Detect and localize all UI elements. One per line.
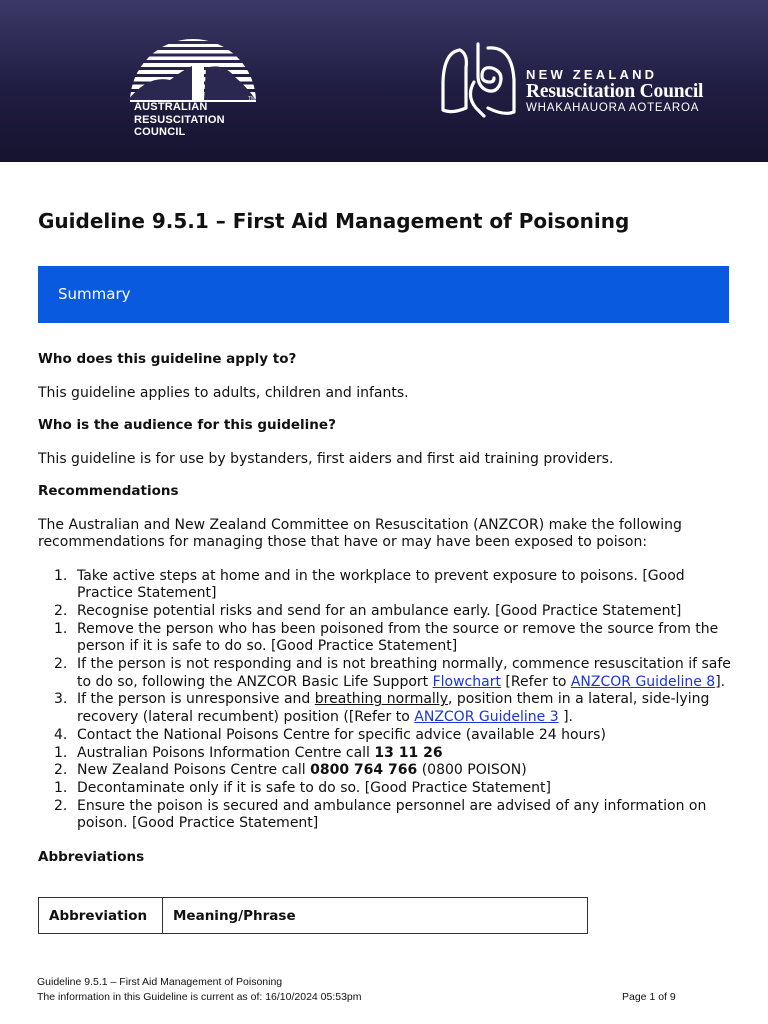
page-title: Guideline 9.5.1 – First Aid Management of Poisoning — [38, 209, 630, 233]
nzrc-lungs-icon — [440, 42, 518, 118]
list-item: 2. If the person is not responding and is not breathing normally, commence resuscitation if safe to do so, following the ANZCOR Basic Life Support Flowchart [Refer to ANZCOR Guideline 8]. — [54, 656, 731, 690]
guideline-content — [38, 351, 738, 867]
q1-heading: Who does this guideline apply to? — [38, 351, 297, 367]
arc-logo-line-3: COUNCIL — [134, 126, 186, 138]
nzrc-wordmark — [526, 68, 703, 115]
breathing-normally-term: breathing normally — [314, 691, 448, 708]
list-item: 1. Australian Poisons Information Centre call 13 11 26 — [54, 744, 443, 761]
arc-trademark: TM — [248, 96, 256, 102]
footer-currency-note: The information in this Guideline is current as of: 16/10/2024 05:53pm — [37, 991, 362, 1003]
footer-title: Guideline 9.5.1 – First Aid Management of Poisoning — [37, 976, 283, 988]
page-number: Page 1 of 9 — [622, 991, 676, 1003]
q2-text: This guideline is for use by bystanders, first aiders and first aid training providers. — [38, 450, 614, 467]
list-item: 4. Contact the National Poisons Centre for specific advice (available 24 hours) — [54, 726, 606, 743]
list-item: 1. Remove the person who has been poisoned from the source or remove the source from the person if it is safe to do so. [Good Practice Statement] — [54, 620, 719, 655]
abbreviations-table — [38, 897, 588, 934]
list-item: 2. Ensure the poison is secured and ambulance personnel are advised of any information on poison. [Good Practice Statement] — [54, 797, 707, 832]
arc-logo-line-1: AUSTRALIAN — [134, 101, 208, 113]
abbreviations-heading: Abbreviations — [38, 849, 145, 866]
list-item: 1. Decontaminate only if it is safe to do so. [Good Practice Statement] — [54, 779, 551, 796]
summary-label: Summary — [58, 285, 131, 303]
recommendations-intro: The Australian and New Zealand Committee on Resuscitation (ANZCOR) make the following recommendations for managing those that have or may have been exposed to poison: — [38, 516, 682, 550]
meaning-column-header: Meaning/Phrase — [163, 898, 588, 934]
nzrc-line-2: Resuscitation Council — [526, 81, 704, 102]
page-footer — [37, 975, 362, 1005]
arc-logo-wordmark — [134, 101, 225, 139]
recommendations-list — [38, 568, 738, 834]
anzcor-guideline-8-link[interactable]: ANZCOR Guideline 8 — [570, 673, 716, 690]
table-header-row — [39, 898, 588, 934]
list-item: 2. Recognise potential risks and send for an ambulance early. [Good Practice Statement] — [54, 602, 682, 619]
q2-heading: Who is the audience for this guideline? — [38, 417, 336, 433]
anzcor-guideline-3-link[interactable]: ANZCOR Guideline 3 — [414, 709, 559, 726]
list-item: 2. New Zealand Poisons Centre call 0800 764 766 (0800 POISON) — [54, 762, 527, 779]
arc-logo-line-2: RESUSCITATION — [134, 113, 225, 126]
nz-poisons-phone: 0800 764 766 — [310, 762, 418, 779]
recommendations-heading: Recommendations — [38, 483, 179, 499]
flowchart-link[interactable]: Flowchart — [432, 673, 501, 690]
q1-text: This guideline applies to adults, children and infants. — [38, 384, 409, 401]
nzrc-line-1: NEW ZEALAND — [526, 67, 658, 82]
summary-section-bar — [38, 266, 729, 323]
nzrc-line-3: WHAKAHAUORA AOTEAROA — [526, 102, 700, 114]
list-item: 3. If the person is unresponsive and breathing normally, position them in a lateral, side-lying recovery (lateral recumbent) position ([Refer to ANZCOR Guideline 3 ]. — [54, 691, 710, 726]
au-poisons-phone: 13 11 26 — [374, 744, 443, 761]
page-header-banner — [0, 0, 768, 162]
abbreviation-column-header: Abbreviation — [39, 898, 163, 934]
list-item: 1. Take active steps at home and in the workplace to prevent exposure to poisons. [Good Practice Statement] — [54, 567, 685, 602]
